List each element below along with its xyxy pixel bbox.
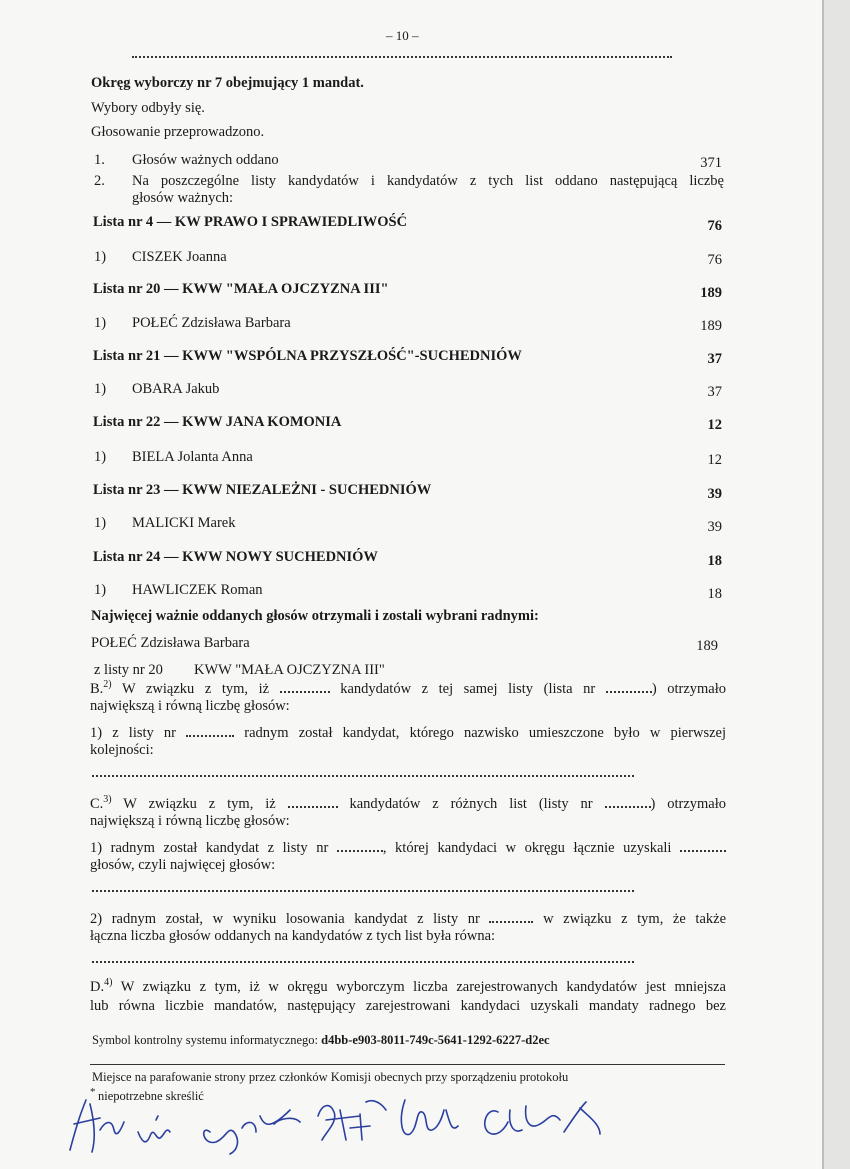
candidate-votes: 37 [707,384,722,400]
section-c-answer-line-2 [92,961,634,963]
section-b-point-1-b: radnym został kandydat, którego nazwisko umieszczone było w pierwszej [244,725,726,741]
elected-list-name: KWW "MAŁA OJCZYZNA III" [194,662,385,678]
section-b-text-b: kandydatów z tej samej listy (lista nr [340,681,596,697]
section-b-note: 2) [103,679,112,691]
candidate-number: 1) [94,381,107,397]
section-b-point-1-a: 1) z listy nr [90,725,176,741]
section-c-line-1 [90,796,726,813]
control-symbol-code: d4bb-e903-8011-749c-5641-1292-6227-d2ec [321,1033,550,1047]
section-c-list-blank [605,796,651,808]
section-c-answer-line-1 [92,890,634,892]
section-d-line-1 [90,979,726,996]
candidate-number: 1) [94,515,107,531]
elected-heading: Najwięcej ważnie oddanych głosów otrzymali i zostali wybrani radnymi: [91,608,539,624]
section-c-text-a: W związku z tym, iż [123,796,276,812]
section-c-point-1-b: , której kandydaci w okręgu łącznie uzyskali [382,840,672,856]
section-d-text-1: W związku z tym, iż w okręgu wyborczym liczba zarejestrowanych kandydatów jest mniejsza [120,979,726,995]
signature-3 [204,1110,300,1154]
candidate-number: 1) [94,249,107,265]
candidate-name: BIELA Jolanta Anna [132,449,253,465]
candidate-votes: 189 [700,318,722,334]
footnote-text: niepotrzebne skreślić [98,1089,204,1103]
section-c-point-1-a: 1) radnym został kandydat z listy nr [90,840,329,856]
section-c-point-2-a: 2) radnym został, w wyniku losowania kandydat z listy nr [90,911,480,927]
control-symbol-label: Symbol kontrolny systemu informatycznego: [92,1033,319,1047]
footer-rule [90,1064,725,1065]
list-title: Lista nr 24 — KWW NOWY SUCHEDNIÓW [93,549,378,565]
footnote-mark: * [90,1086,96,1098]
section-d-note: 4) [104,977,113,989]
elections-held: Wybory odbyły się. [91,100,205,116]
list-total: 12 [707,417,722,433]
section-b-point-1-c: kolejności: [90,742,154,758]
candidate-votes: 12 [707,452,722,468]
list-title: Lista nr 20 — KWW "MAŁA OJCZYZNA III" [93,281,389,297]
signature-6 [485,1102,600,1134]
item-1-value: 371 [700,155,722,171]
section-b-line-1 [90,681,726,698]
candidate-votes: 18 [707,586,722,602]
list-title: Lista nr 23 — KWW NIEZALEŻNI - SUCHEDNIÓW [93,482,432,498]
section-c-point-1-c: głosów, czyli najwięcej głosów: [90,857,276,873]
candidate-number: 1) [94,449,107,465]
voting-conducted: Głosowanie przeprowadzono. [91,124,265,140]
item-1-number: 1. [94,152,105,168]
section-b-answer-line [92,775,634,777]
section-c-point-2-b: w związku z tym, że także [543,911,727,927]
item-2-line-1: Na poszczególne listy kandydatów i kandydatów z tych list oddano następującą liczbę [132,173,724,189]
signature-1 [70,1100,124,1152]
list-title: Lista nr 22 — KWW JANA KOMONIA [93,414,342,430]
candidate-votes: 39 [707,519,722,535]
item-2-number: 2. [94,173,105,189]
section-c-point-1-list-blank [337,840,383,852]
list-total: 76 [707,218,722,234]
section-b-point-1-blank [186,725,234,737]
scan-edge-line [822,0,824,1169]
candidate-number: 1) [94,582,107,598]
section-c-line-2: największą i równą liczbę głosów: [90,813,290,829]
committee-signatures [60,1080,760,1160]
signature-4 [318,1101,386,1140]
initials-caption: Miejsce na parafowanie strony przez członków Komisji obecnych przy sporządzeniu protokołu [92,1070,569,1084]
district-heading: Okręg wyborczy nr 7 obejmujący 1 mandat. [91,75,364,91]
section-c-letter: C. [90,796,104,812]
candidate-name: OBARA Jakub [132,381,220,397]
list-total: 39 [707,486,722,502]
section-c-text-c: ) otrzymało [650,796,727,812]
section-b-line-2: największą i równą liczbę głosów: [90,698,290,714]
section-b-letter: B. [90,681,104,697]
candidate-name: CISZEK Joanna [132,249,227,265]
page-number: – 10 – [386,28,419,43]
candidate-name: POŁEĆ Zdzisława Barbara [132,315,291,331]
section-c-point-1-votes-blank [680,840,726,852]
elected-name: POŁEĆ Zdzisława Barbara [91,635,250,651]
list-title: Lista nr 21 — KWW "WSPÓLNA PRZYSZŁOŚĆ"-SUCHEDNIÓW [93,348,522,364]
elected-list-prefix: z listy nr 20 [94,662,163,678]
candidate-votes: 76 [707,252,722,268]
item-2-line-2: głosów ważnych: [132,190,234,206]
list-total: 189 [700,285,722,301]
list-total: 37 [707,351,722,367]
section-c-count-blank [288,796,338,808]
section-d-letter: D. [90,979,105,995]
elected-votes: 189 [696,638,718,654]
signature-2 [138,1116,170,1142]
section-b-text-c: ) otrzymało [651,681,727,697]
list-title: Lista nr 4 — KW PRAWO I SPRAWIEDLIWOŚĆ [93,214,408,230]
control-symbol [92,1032,550,1049]
item-1-label: Głosów ważnych oddano [132,152,279,168]
section-c-point-2 [90,911,726,928]
scan-edge [824,0,850,1169]
candidate-name: MALICKI Marek [132,515,236,531]
section-b-count-blank [280,681,330,693]
section-c-point-2-c: łączna liczba głosów oddanych na kandydatów z tych list była równa: [90,928,496,944]
section-b-list-blank [606,681,652,693]
section-c-text-b: kandydatów z różnych list (listy nr [349,796,593,812]
header-dotted-line [132,56,672,58]
section-c-note: 3) [103,794,112,806]
section-c-point-2-blank [489,911,533,923]
candidate-name: HAWLICZEK Roman [132,582,263,598]
list-total: 18 [707,553,722,569]
section-b-text-a: W związku z tym, iż [121,681,270,697]
signature-5 [401,1100,458,1135]
section-d-line-2: lub równa liczbie mandatów, następujący zarejestrowani kandydaci uzyskali mandaty radnego bez [90,998,726,1014]
candidate-number: 1) [94,315,107,331]
section-b-point-1 [90,725,726,742]
section-c-point-1 [90,840,726,857]
